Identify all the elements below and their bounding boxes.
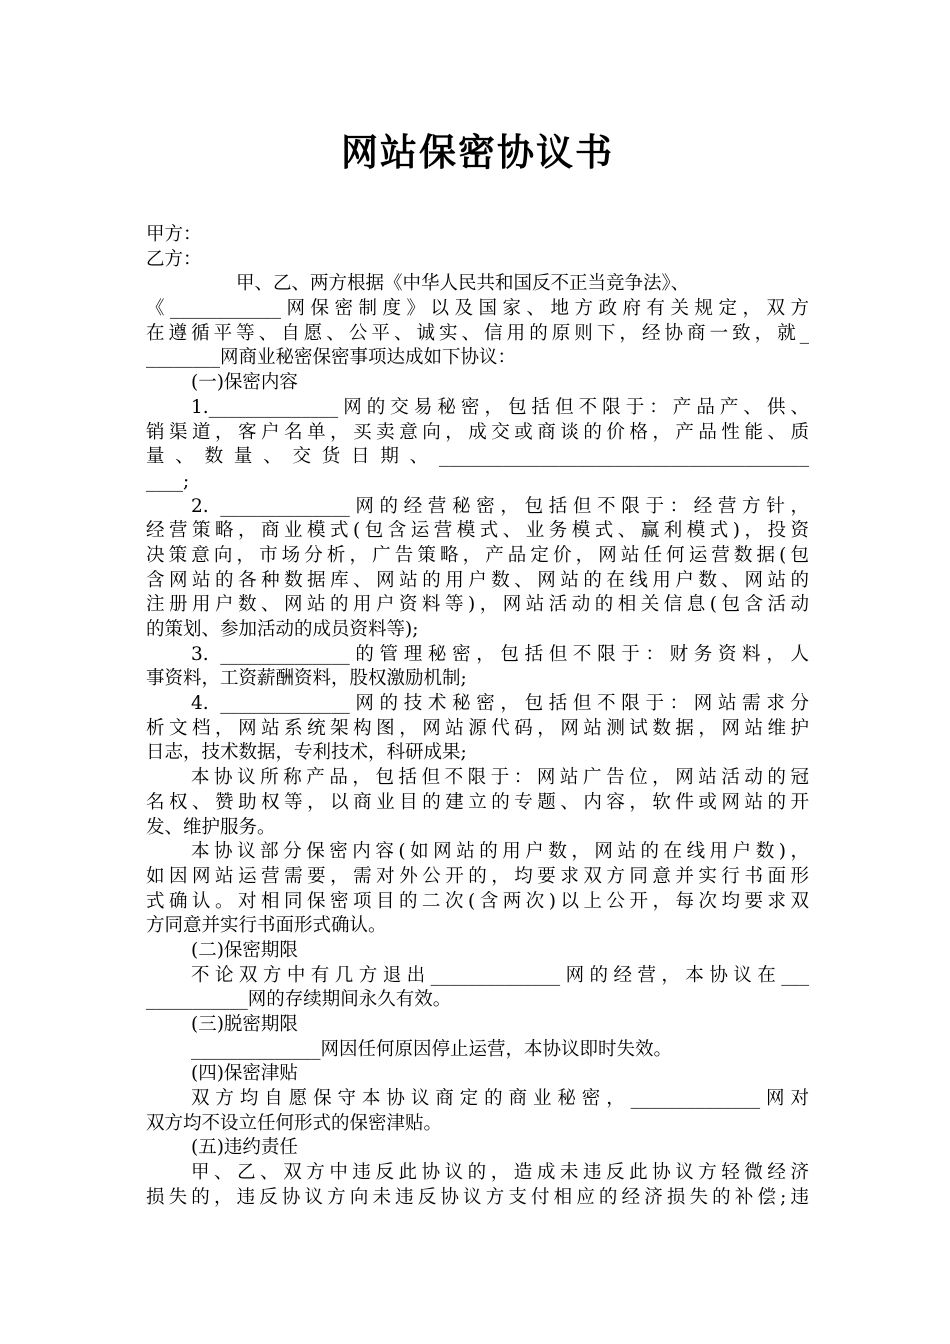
text-line: 2. ______________网的经营秘密，包括但不限于：经营方针， <box>191 495 809 517</box>
text-line: 如因网站运营需要，需对外公开的，均要求双方同意并实行书面形 <box>146 865 809 887</box>
text-line: 4. ______________网的技术秘密，包括但不限于：网站需求分 <box>191 693 809 715</box>
text-line: ______________网因任何原因停止运营，本协议即时失效。 <box>191 1038 673 1060</box>
text-line: 本协议部分保密内容(如网站的用户数，网站的在线用户数)， <box>191 841 809 863</box>
text-line: 《____________网保密制度》以及国家、地方政府有关规定，双方 <box>146 298 809 320</box>
text-line: 决策意向，市场分析，广告策略，产品定价，网站任何运营数据(包 <box>146 544 809 566</box>
text-line: ________网商业秘密保密事项达成如下协议： <box>146 347 517 369</box>
text-line: 式确认。对相同保密项目的二次(含两次)以上公开，每次均要求双 <box>146 890 809 912</box>
text-line: 损失的，违反协议方向未违反协议方支付相应的经济损失的补偿;违 <box>146 1186 809 1208</box>
text-line: 方同意并实行书面形式确认。 <box>146 915 387 937</box>
document-body <box>146 223 809 1211</box>
text-line: 日志，技术数据，专利技术，科研成果; <box>146 742 467 764</box>
text-line: 甲、乙、两方根据《中华人民共和国反不正当竞争法》、 <box>236 273 690 295</box>
text-line: 双方均自愿保守本协议商定的商业秘密，______________网对 <box>191 1088 809 1110</box>
text-line: 注册用户数、网站的用户资料等)，网站活动的相关信息(包含活动 <box>146 594 809 616</box>
text-line: 1.______________网的交易秘密，包括但不限于：产品产、供、 <box>191 396 809 418</box>
text-line: (三)脱密期限 <box>191 1014 298 1035</box>
text-line: 名权、赞助权等，以商业目的建立的专题、内容，软件或网站的开 <box>146 791 809 813</box>
text-line: 含网站的各种数据库、网站的用户数、网站的在线用户数、网站的 <box>146 569 809 591</box>
text-line: 本协议所称产品，包括但不限于：网站广告位，网站活动的冠 <box>191 767 809 789</box>
text-line: 乙方： <box>146 248 202 270</box>
text-line: (二)保密期限 <box>191 939 298 961</box>
text-line: 经营策略，商业模式(包含运营模式、业务模式、赢利模式)，投资 <box>146 520 809 542</box>
text-line: 的策划、参加活动的成员资料等); <box>146 619 419 640</box>
text-line: 销渠道，客户名单，买卖意向，成交或商谈的价格，产品性能、质 <box>146 421 809 443</box>
text-line: (五)违约责任 <box>191 1137 298 1159</box>
document-title: 网站保密协议书 <box>341 130 614 174</box>
text-line: 事资料，工资薪酬资料，股权激励机制; <box>146 668 467 690</box>
text-line: ____; <box>146 470 190 492</box>
text-line: 发、维护服务。 <box>146 816 276 838</box>
text-line: 析文档，网站系统架构图，网站源代码，网站测试数据，网站维护 <box>146 717 809 739</box>
text-line: 3. ______________的管理秘密，包括但不限于：财务资料，人 <box>191 643 809 665</box>
text-line: 甲方： <box>146 224 202 245</box>
text-line: 双方均不设立任何形式的保密津贴。 <box>146 1112 443 1134</box>
text-line: (一)保密内容 <box>191 372 298 394</box>
text-line: 在遵循平等、自愿、公平、诚实、信用的原则下，经协商一致，就_ <box>146 322 809 344</box>
text-line: 量、数量、交货日期、________________________________________ <box>146 446 809 468</box>
text-line: 不论双方中有几方退出______________网的经营，本协议在___ <box>191 964 809 986</box>
text-line: 甲、乙、双方中违反此协议的，造成未违反此协议方轻微经济 <box>191 1162 809 1184</box>
text-line: ___________网的存续期间永久有效。 <box>146 989 452 1011</box>
text-line: (四)保密津贴 <box>191 1063 298 1085</box>
